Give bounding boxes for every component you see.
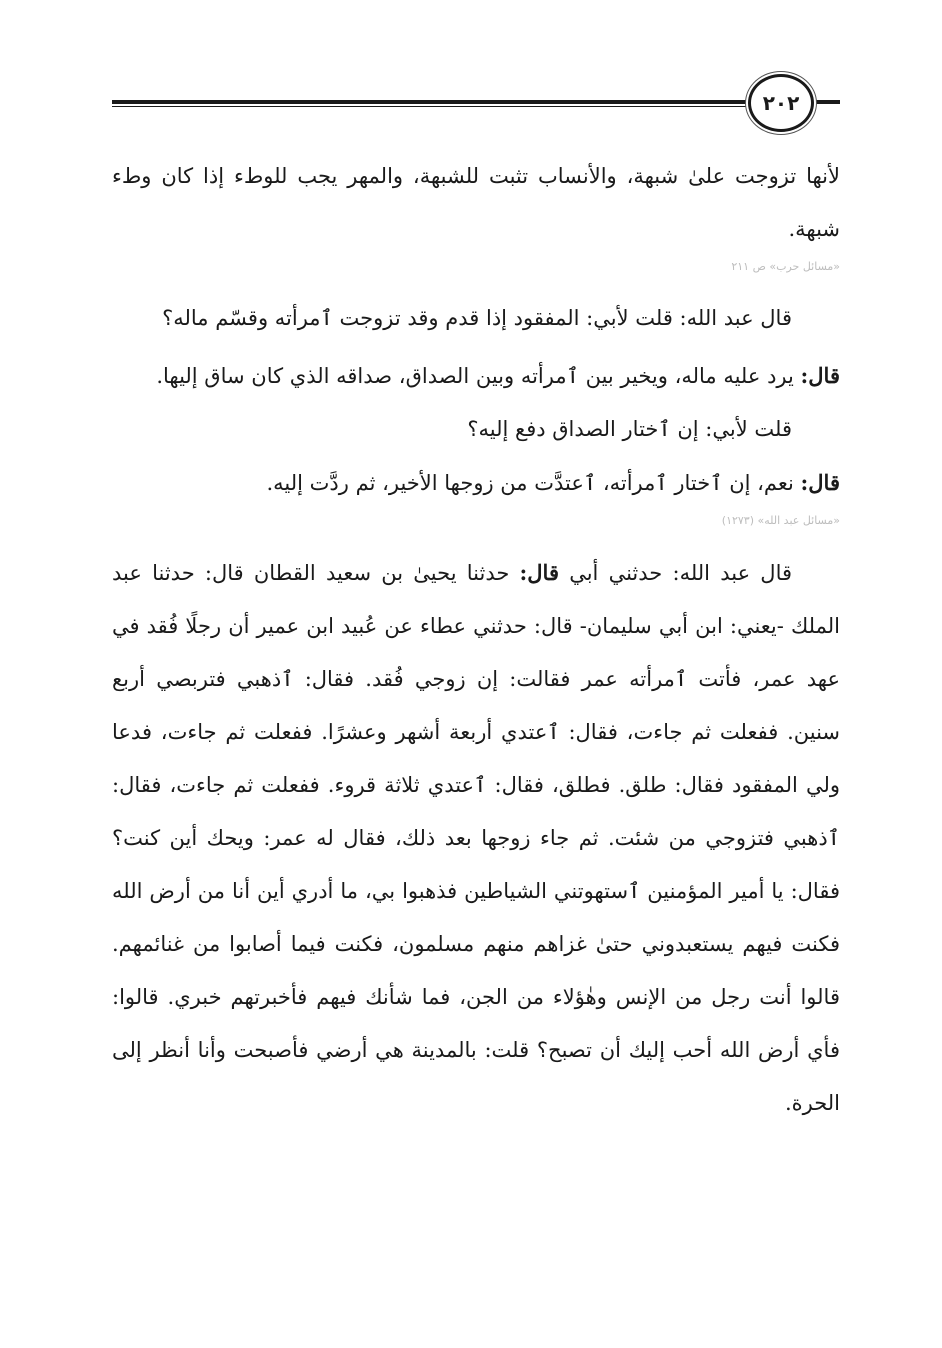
paragraph-5-text: نعم، إن ٱختار ٱمرأته، ٱعتدَّت من زوجها الأخير، ثم ردَّت إليه. — [266, 471, 801, 495]
page-number: ٢٠٢ — [762, 91, 800, 115]
source-citation-2: «مسائل عبد الله» (١٢٧٣) — [721, 514, 840, 527]
speaker-label: قال: — [800, 470, 840, 495]
paragraph-6-text-b: حدثنا يحيىٰ بن سعيد القطان قال: حدثنا عبد الملك -يعني: ابن أبي سليمان- قال: حدثني عطاء عن عُبيد ابن عمير أن رجلًا فُقد في عهد عمر، فأتت ٱمرأته عمر فقالت: إن زوجي فُقد. فقال: ٱذهبي فتربصي أربع سنين. ففعلت ثم جاءت، فقال: ٱعتدي أربعة أشهر وعشرًا. ففعلت ثم جاءت، فدعا ولي المفقود فقال: طلق. فطلق، فقال: ٱعتدي ثلاثة قروء. ففعلت ثم جاءت، فقال: ٱذهبي فتزوجي من شئت. ثم جاء زوجها بعد ذلك، فقال له عمر: ويحك أين كنت؟ فقال: يا أمير المؤمنين ٱستهوتني الشياطين فذهبوا بي، ما أدري أين أنا من أرض الله فكنت فيهم يستعبدوني حتىٰ غزاهم منهم مسلمون، فكنت فيما أصابوا من غنائمهم. قالوا أنت رجل من الإنس وهٰؤلاء من الجن، فما شأنك فيهم فأخبرتهم خبري. قالوا: فأي أرض الله أحب إليك أن تصبح؟ قلت: بالمدينة هي أرضي فأصبحت وأنا أنظر إلى الحرة. — [112, 561, 840, 1115]
page-number-ornament — [748, 74, 814, 132]
page-header — [112, 72, 840, 134]
paragraph-6-text-a: قال عبد الله: حدثني أبي — [559, 561, 793, 585]
paragraph-6 — [112, 546, 840, 1130]
speaker-label: قال: — [800, 363, 840, 388]
speaker-label: قال: — [519, 560, 559, 585]
page-body — [112, 150, 840, 1130]
header-rule-thin — [112, 106, 748, 107]
header-rule — [112, 100, 748, 104]
paragraph-1: لأنها تزوجت علىٰ شبهة، والأنساب تثبت للشبهة، والمهر يجب للوطء إذا كان وطء شبهة. — [112, 164, 840, 241]
paragraph-2: قال عبد الله: قلت لأبي: المفقود إذا قدم وقد تزوجت ٱمرأته وقسّم ماله؟ — [162, 306, 792, 330]
paragraph-3 — [112, 349, 840, 403]
paragraph-3-text: يرد عليه ماله، ويخير بين ٱمرأته وبين الصداق، صداقه الذي كان ساق إليها. — [156, 364, 801, 388]
header-rule-right — [810, 100, 840, 104]
source-citation-1: «مسائل حرب» ص ٢١١ — [731, 260, 840, 273]
paragraph-5 — [112, 456, 840, 510]
paragraph-4: قلت لأبي: إن ٱختار الصداق دفع إليه؟ — [467, 417, 792, 441]
